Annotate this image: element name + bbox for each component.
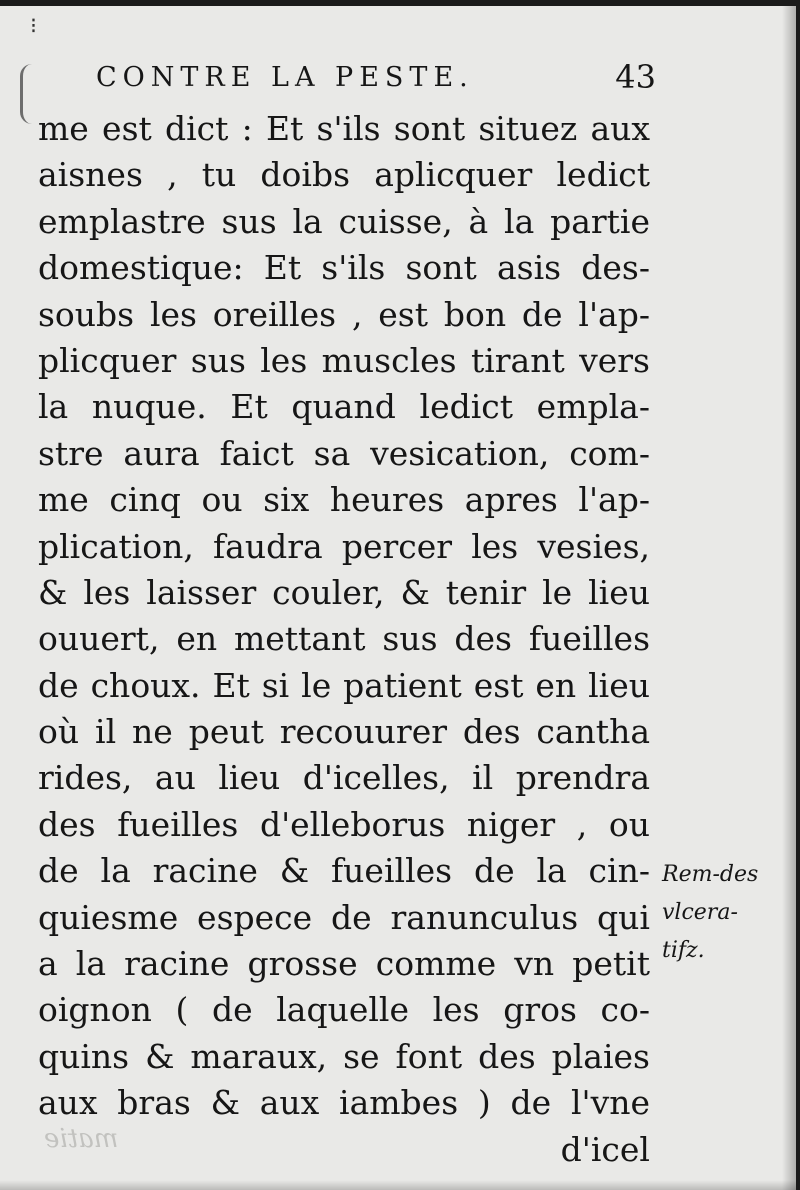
body-text — [38, 106, 650, 1173]
text-line: plicquer sus les muscles tirant vers — [38, 340, 650, 380]
text-line: & les laisser couler, & tenir le lieu — [38, 572, 650, 612]
margin-note-line: Rem-des — [662, 862, 759, 887]
text-line: domestique: Et s'ils sont asis des- — [38, 248, 650, 288]
text-line: rides, au lieu d'icelles, il prendra — [38, 758, 650, 798]
text-line: aisnes , tu doibs aplicquer ledict — [38, 155, 650, 195]
book-page — [0, 6, 796, 1190]
text-line: où il ne peut recouurer des cantha — [38, 712, 650, 752]
text-line: quins & maraux, se font des plaies — [38, 1036, 650, 1076]
text-line: de choux. Et si le patient est en lieu — [38, 665, 650, 705]
text-line: quiesme espece de ranunculus qui — [38, 897, 650, 937]
text-line: me est dict : Et s'ils sont situez aux — [38, 109, 650, 148]
ink-speckle-mark: ⁝ — [30, 14, 35, 39]
text-line: emplastre sus la cuisse, à la partie — [38, 201, 650, 241]
text-line: oignon ( de laquelle les gros co- — [38, 990, 650, 1030]
page-edge-shadow — [782, 6, 796, 1190]
text-line: me cinq ou six heures apres l'ap- — [38, 480, 650, 520]
margin-note — [662, 856, 790, 970]
margin-note-line: vlcera- — [662, 900, 738, 925]
text-line: la nuque. Et quand ledict empla- — [38, 387, 650, 427]
text-line: de la racine & fueilles de la cin- — [38, 851, 650, 891]
text-line: plication, faudra percer les vesies, — [38, 526, 650, 566]
page-number: 43 — [615, 58, 656, 96]
text-line: des fueilles d'elleborus niger , ou — [38, 804, 650, 844]
text-line: aux bras & aux iambes ) de l'vne — [38, 1083, 650, 1123]
text-line: ouuert, en mettant sus des fueilles — [38, 619, 650, 659]
running-header — [96, 58, 656, 102]
running-title: CONTRE LA PESTE. — [96, 62, 474, 93]
show-through-text: matie — [44, 1124, 119, 1154]
text-line: stre aura faict sa vesication, com- — [38, 433, 650, 473]
text-line: a la racine grosse comme vn petit — [38, 944, 650, 984]
catchword-line: d'icel — [560, 1129, 650, 1169]
margin-note-line: tifz. — [662, 938, 705, 963]
page-bottom-shadow — [0, 1180, 796, 1190]
text-line: soubs les oreilles , est bon de l'ap- — [38, 294, 650, 334]
